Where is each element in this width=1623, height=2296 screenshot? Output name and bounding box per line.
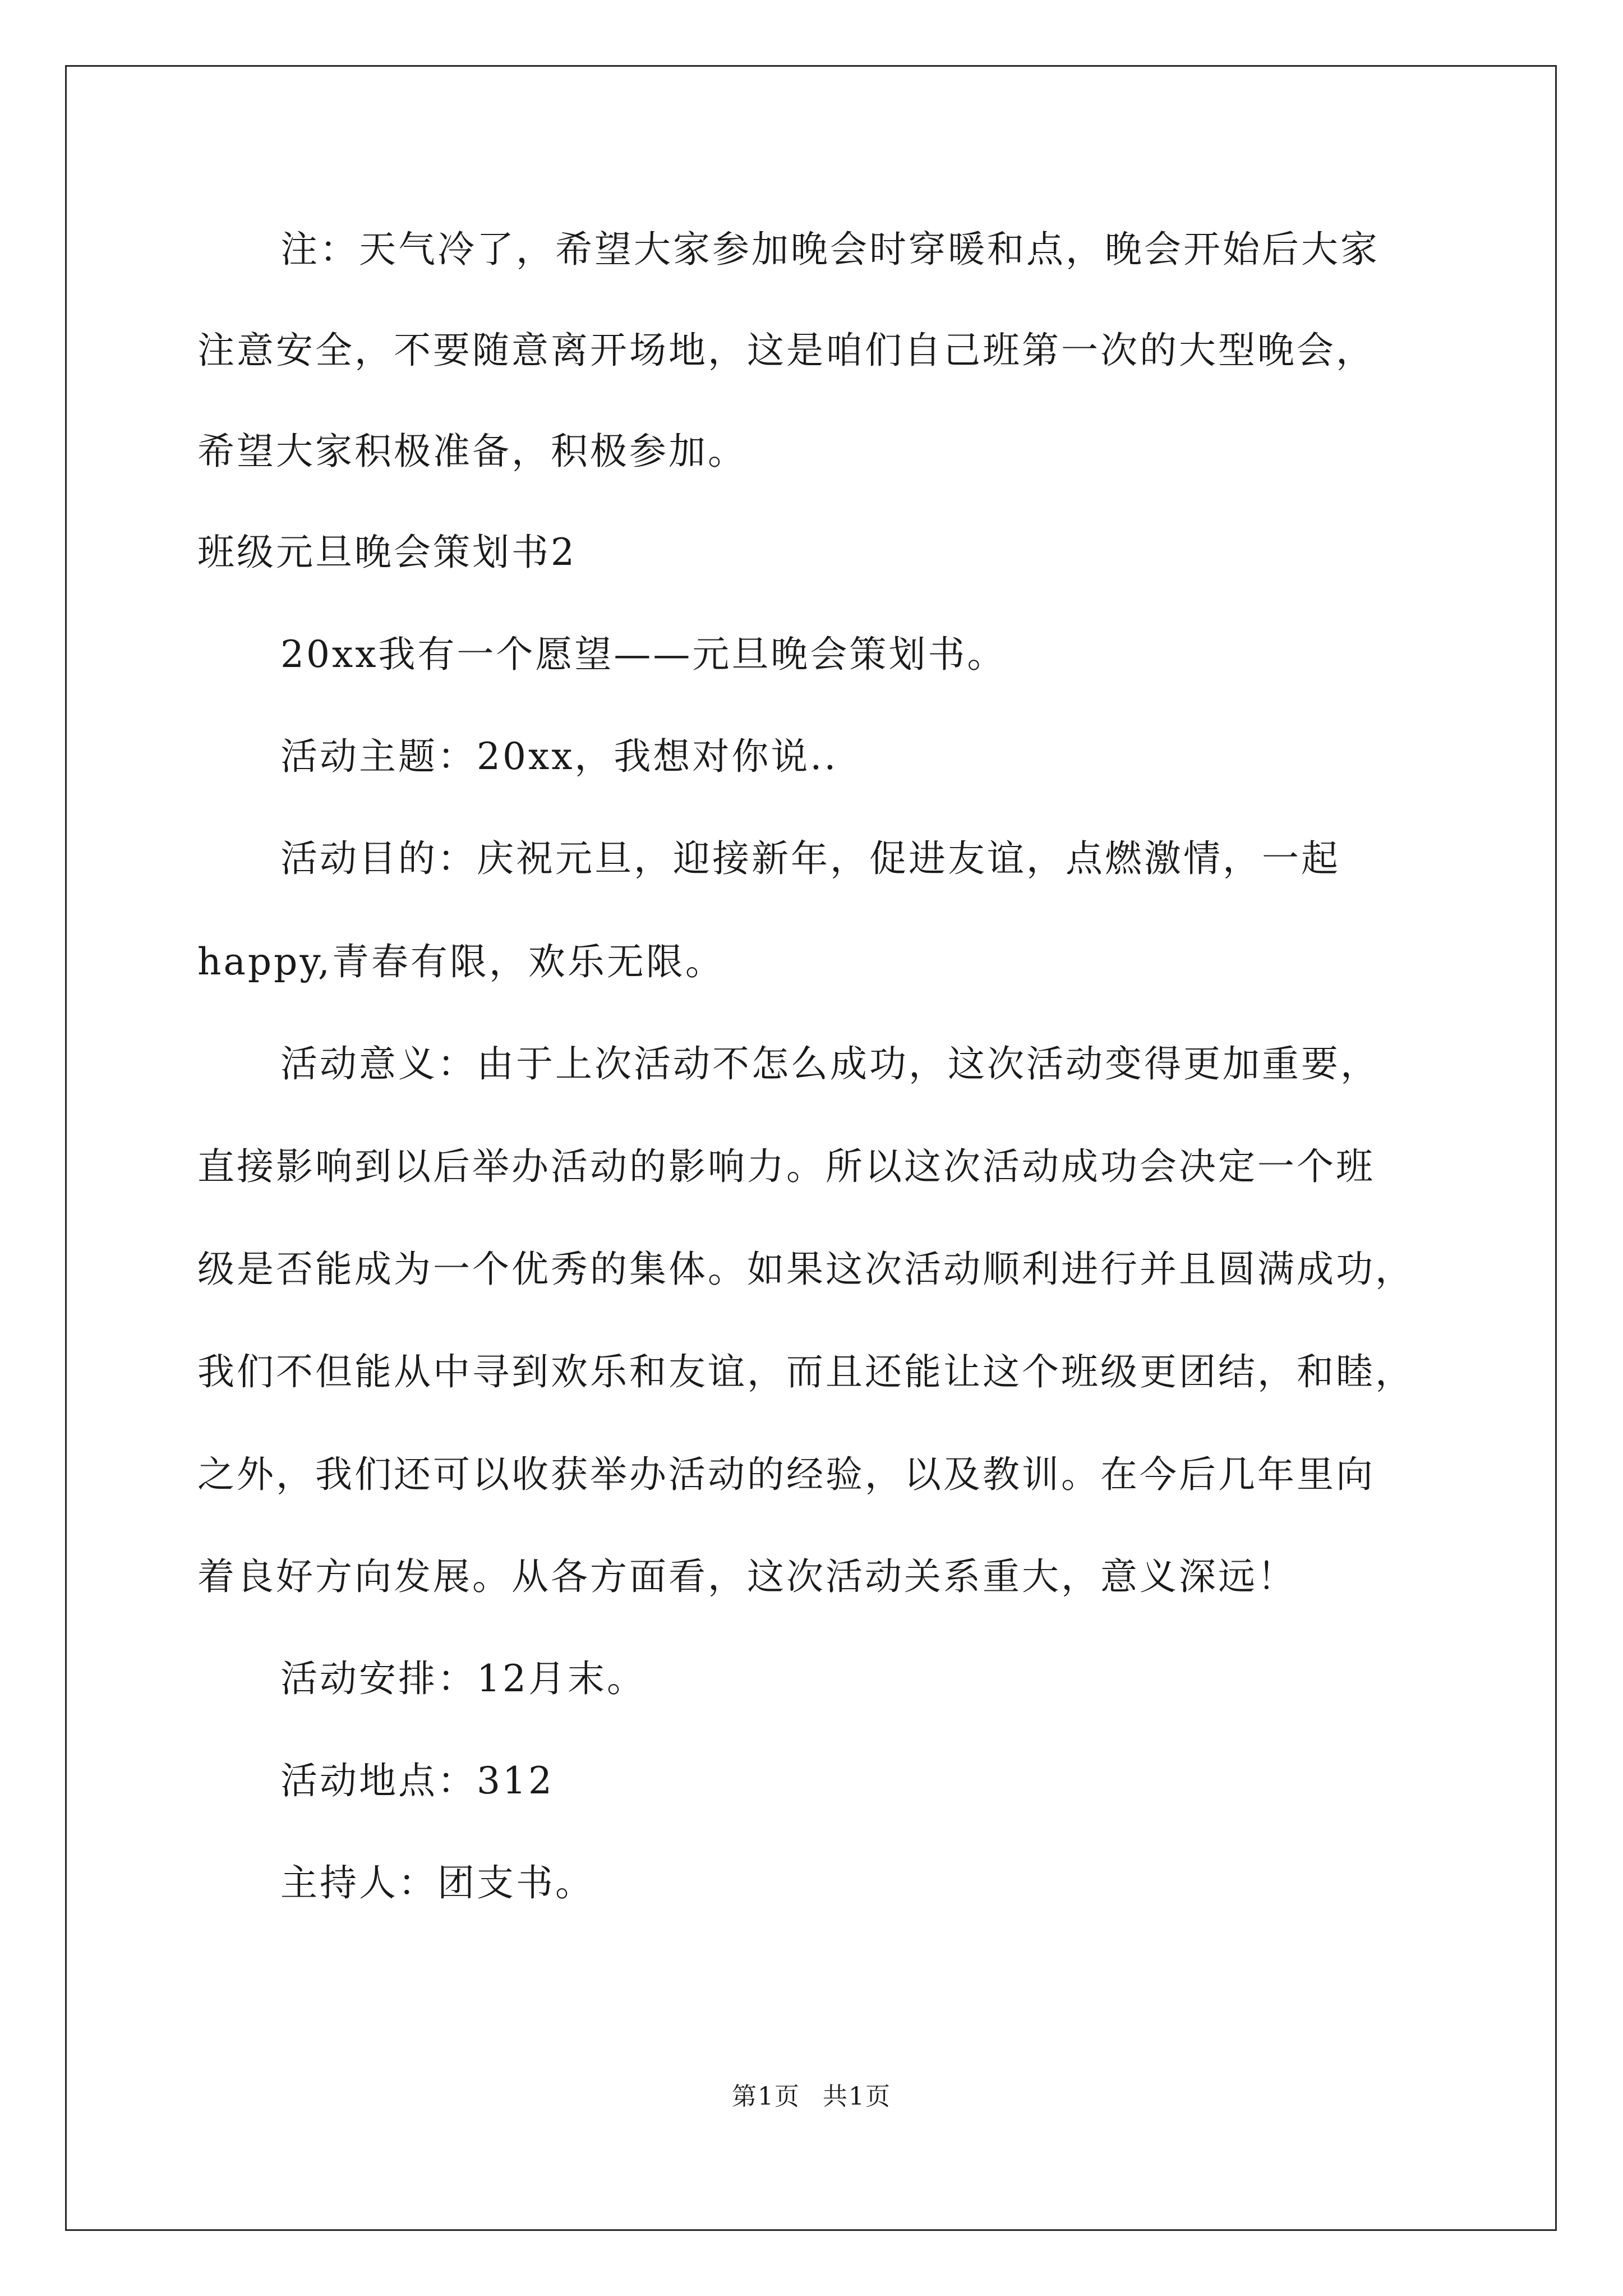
page-number-current: 第1页: [732, 2082, 800, 2111]
page-number-total: 共1页: [823, 2082, 891, 2111]
paragraph-meaning-line-2: 直接影响到以后举办活动的影响力。所以这次活动成功会决定一个班: [197, 1145, 1375, 1188]
paragraph-meaning-line-4: 我们不但能从中寻到欢乐和友谊，而且还能让这个班级更团结，和睦，: [197, 1350, 1414, 1393]
paragraph-location: 活动地点：312: [280, 1759, 554, 1802]
paragraph-host: 主持人：团支书。: [280, 1861, 594, 1904]
paragraph-note-line-3: 希望大家积极准备，积极参加。: [197, 430, 747, 473]
paragraph-schedule: 活动安排：12月末。: [280, 1657, 646, 1700]
paragraph-meaning-line-5: 之外，我们还可以收获举办活动的经验，以及教训。在今后几年里向: [197, 1453, 1375, 1496]
paragraph-purpose-line-2: happy,青春有限，欢乐无限。: [197, 940, 725, 983]
paragraph-purpose-line-1: 活动目的：庆祝元旦，迎接新年，促进友谊，点燃激情，一起: [280, 837, 1340, 880]
paragraph-theme: 活动主题：20xx，我想对你说..: [280, 735, 838, 778]
page-footer: [0, 2081, 1623, 2113]
paragraph-wish: 20xx我有一个愿望——元旦晚会策划书。: [280, 633, 1007, 676]
paragraph-meaning-line-3: 级是否能成为一个优秀的集体。如果这次活动顺利进行并且圆满成功，: [197, 1248, 1414, 1291]
paragraph-note-line-2: 注意安全，不要随意离开场地，这是咱们自己班第一次的大型晚会，: [197, 329, 1375, 372]
paragraph-note-line-1: 注：天气冷了，希望大家参加晚会时穿暖和点，晚会开始后大家: [280, 228, 1380, 271]
paragraph-meaning-line-6: 着良好方向发展。从各方面看，这次活动关系重大，意义深远！: [197, 1555, 1297, 1598]
section-heading: 班级元旦晚会策划书2: [197, 531, 577, 574]
paragraph-meaning-line-1: 活动意义：由于上次活动不怎么成功，这次活动变得更加重要，: [280, 1042, 1380, 1085]
